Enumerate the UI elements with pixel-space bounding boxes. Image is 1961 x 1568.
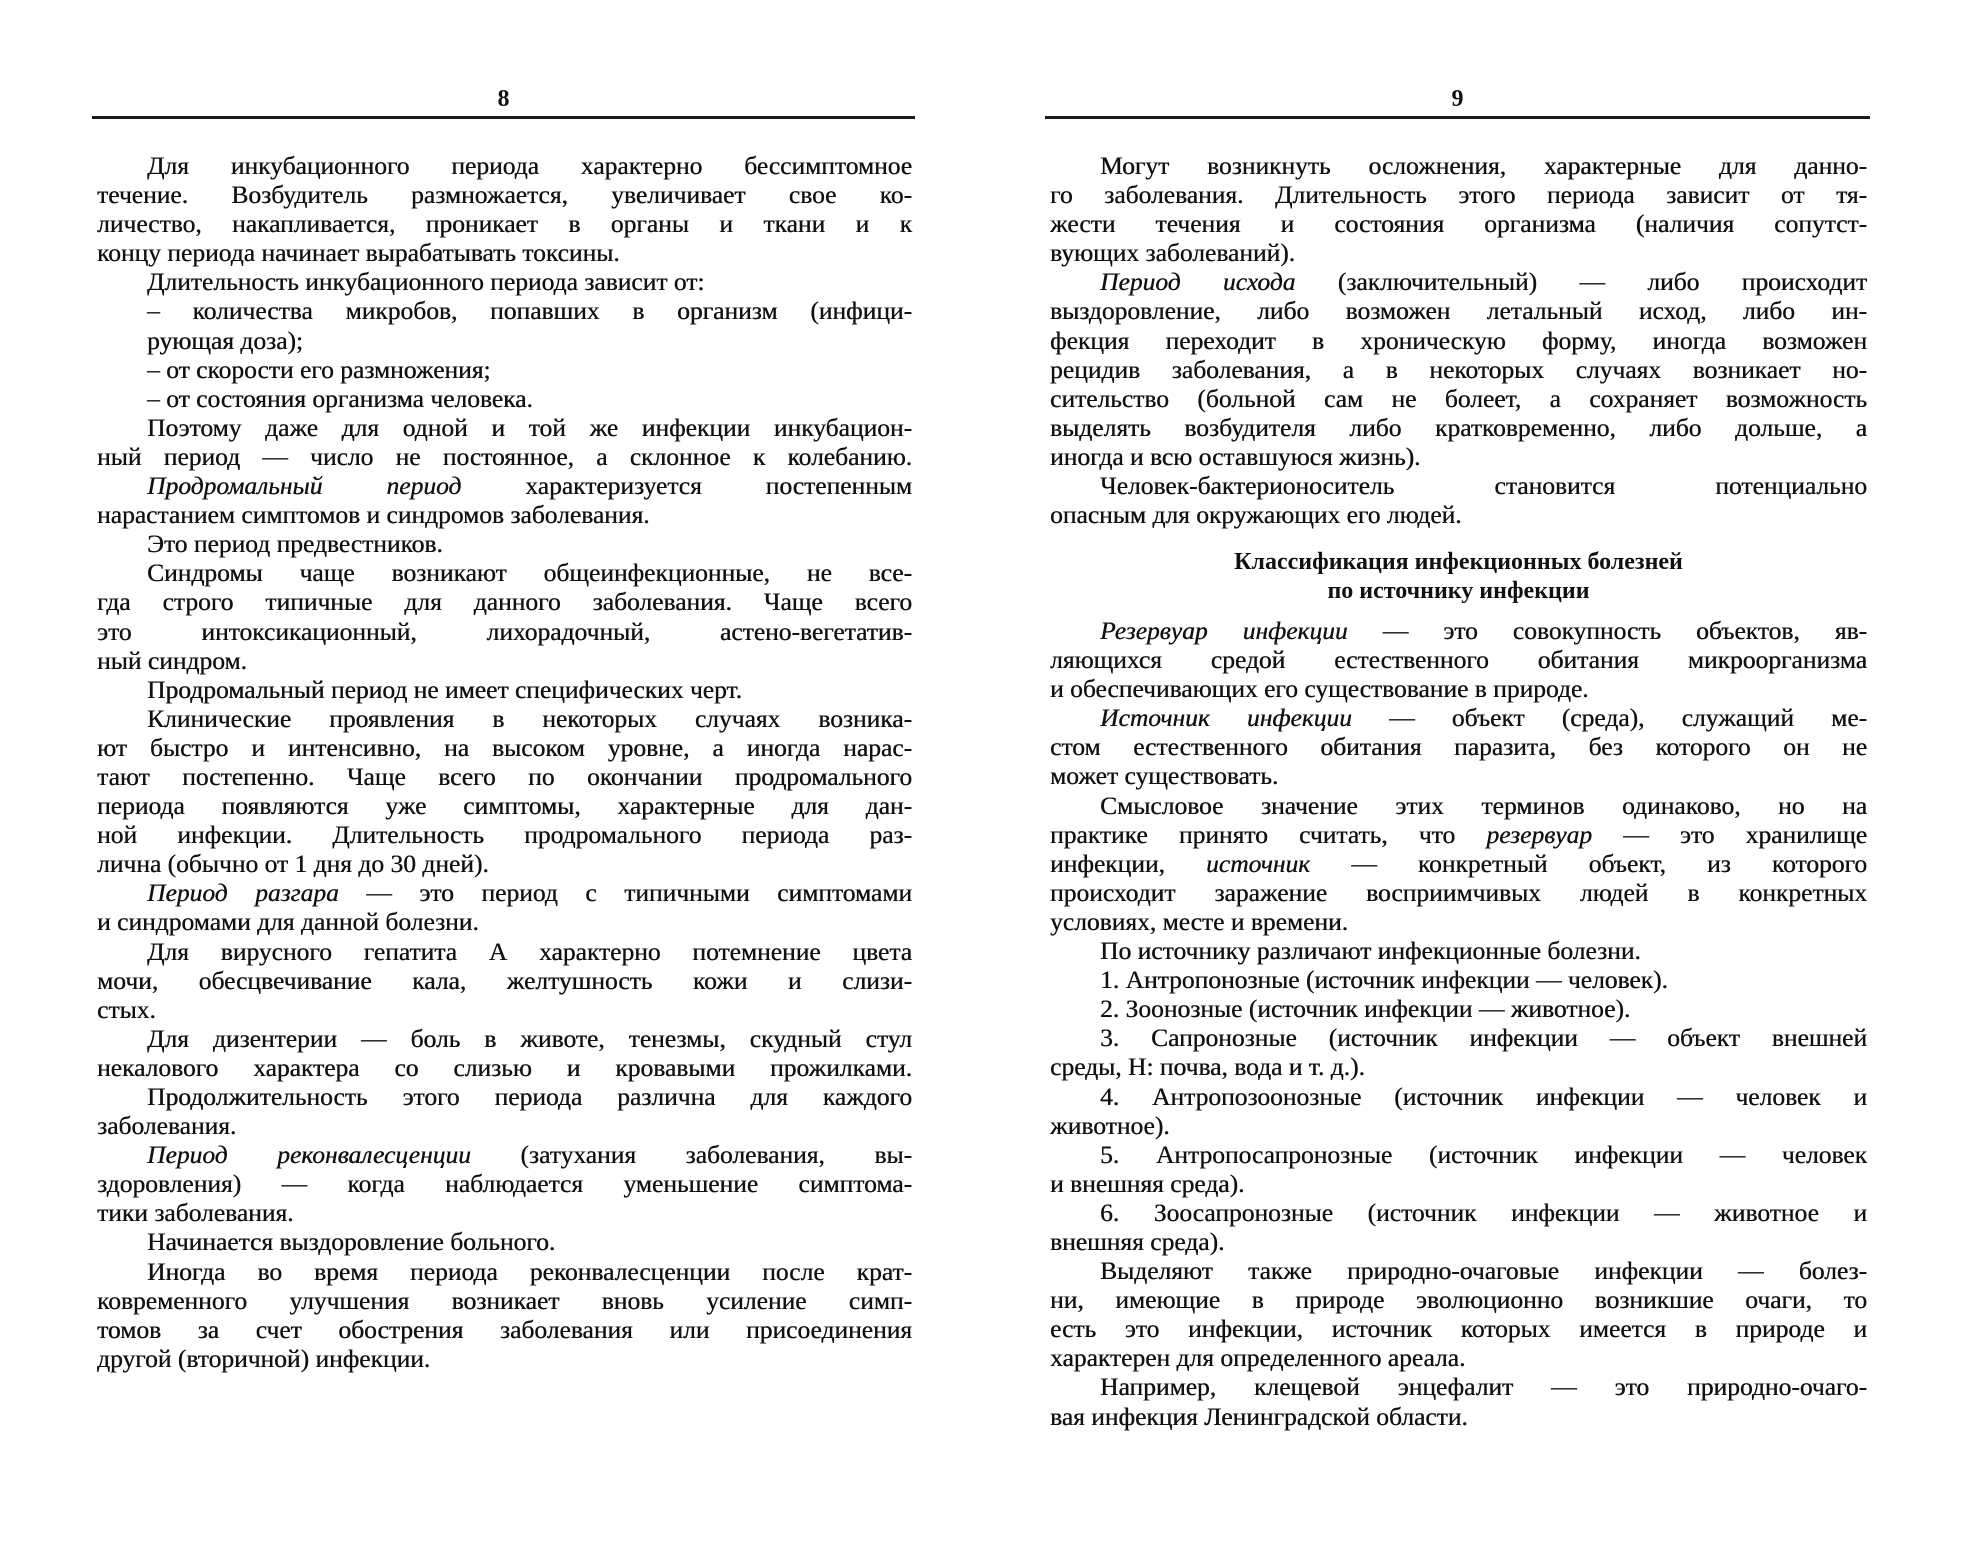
text-line bbox=[97, 1257, 912, 1286]
text-span: практике принято считать, что bbox=[1050, 819, 1487, 849]
text-span: Иногда во время периода реконвалесценции после крат- bbox=[147, 1256, 912, 1286]
header-rule bbox=[1045, 116, 1870, 119]
body-text bbox=[97, 151, 912, 1373]
italic-term: Продромальный период bbox=[147, 471, 462, 501]
text-span: – количества микробов, попавших в организм (инфици- bbox=[147, 296, 912, 326]
text-line bbox=[97, 646, 912, 675]
text-span: есть это инфекции, источник которых имеется в природе и bbox=[1050, 1314, 1867, 1344]
text-span: Смысловое значение этих терминов одинаково, но на bbox=[1100, 790, 1867, 820]
text-line bbox=[1050, 1256, 1867, 1285]
text-line bbox=[97, 1169, 912, 1198]
text-line bbox=[1050, 761, 1867, 790]
text-line bbox=[1050, 471, 1867, 500]
text-line bbox=[97, 849, 912, 878]
text-line bbox=[97, 296, 912, 325]
text-line bbox=[97, 209, 912, 238]
text-line bbox=[97, 267, 912, 296]
text-span: условиях, месте и времени. bbox=[1050, 906, 1348, 936]
text-span: Человек-бактерионоситель становится потенциально bbox=[1100, 471, 1867, 501]
text-line bbox=[1050, 1314, 1867, 1343]
text-span: Для вирусного гепатита А характерно потемнение цвета bbox=[147, 936, 912, 966]
heading-line: Классификация инфекционных болезней bbox=[1234, 549, 1683, 575]
text-line bbox=[97, 1344, 912, 1373]
italic-term: Период разгара bbox=[147, 878, 339, 908]
text-line bbox=[1050, 1052, 1867, 1081]
italic-term: источник bbox=[1206, 848, 1311, 878]
text-line bbox=[97, 238, 912, 267]
text-line bbox=[1050, 384, 1867, 413]
text-span: Синдромы чаще возникают общеинфекционные, не все- bbox=[147, 558, 912, 588]
text-line bbox=[97, 1024, 912, 1053]
text-span: 1. Антропонозные (источник инфекции — человек). bbox=[1100, 965, 1668, 995]
text-line bbox=[97, 704, 912, 733]
text-line bbox=[97, 1315, 912, 1344]
text-span: Для дизентерии — боль в животе, тенезмы, скудный стул bbox=[147, 1023, 912, 1053]
text-span: 5. Антропосапронозные (источник инфекции — человек bbox=[1100, 1139, 1867, 1169]
text-span: (затухания заболевания, вы- bbox=[470, 1140, 912, 1170]
text-span: это интоксикационный, лихорадочный, астено-вегетатив- bbox=[97, 616, 912, 646]
text-line bbox=[1050, 1198, 1867, 1227]
text-line bbox=[97, 762, 912, 791]
text-span: внешняя среда). bbox=[1050, 1226, 1225, 1256]
text-span: стом естественного обитания паразита, без которого он не bbox=[1050, 732, 1867, 762]
text-span: ют быстро и интенсивно, на высоком уровне, а иногда нарас- bbox=[97, 732, 912, 762]
text-span: Клинические проявления в некоторых случаях возника- bbox=[147, 703, 912, 733]
italic-term: Период исхода bbox=[1100, 267, 1296, 297]
text-span: – от состояния организма человека. bbox=[147, 383, 533, 413]
text-line bbox=[97, 907, 912, 936]
text-line bbox=[1050, 151, 1867, 180]
text-span: ни, имеющие в природе эволюционно возникшие очаги, то bbox=[1050, 1285, 1867, 1315]
italic-term: Период реконвалесценции bbox=[147, 1140, 471, 1170]
text-span: характерен для определенного ареала. bbox=[1050, 1343, 1466, 1373]
text-span: Продолжительность этого периода различна для каждого bbox=[147, 1082, 912, 1111]
text-span: Например, клещевой энцефалит — это природно-очаго- bbox=[1100, 1372, 1867, 1402]
body-text bbox=[1050, 151, 1867, 529]
text-span: 4. Антропозоонозные (источник инфекции — человек и bbox=[1100, 1081, 1867, 1111]
text-line bbox=[97, 733, 912, 762]
text-line bbox=[97, 1227, 912, 1256]
text-line bbox=[1050, 791, 1867, 820]
text-span: тают постепенно. Чаще всего по окончании продромального bbox=[97, 761, 912, 791]
text-span: среды, Н: почва, вода и т. д.). bbox=[1050, 1052, 1365, 1082]
body-text bbox=[1050, 616, 1867, 1431]
text-span: ной инфекции. Длительность продромального периода раз- bbox=[97, 820, 912, 850]
text-span: тики заболевания. bbox=[97, 1198, 294, 1228]
text-line bbox=[1050, 1023, 1867, 1052]
text-line bbox=[1050, 180, 1867, 209]
text-line bbox=[97, 1140, 912, 1169]
text-span: гда строго типичные для данного заболевания. Чаще всего bbox=[97, 587, 912, 617]
text-span: выделять возбудителя либо кратковременно, либо дольше, а bbox=[1050, 412, 1867, 442]
italic-term: резервуар bbox=[1486, 819, 1592, 849]
text-line bbox=[97, 442, 912, 471]
text-span: – от скорости его размножения; bbox=[147, 354, 491, 384]
text-span: характеризуется постепенным bbox=[461, 471, 912, 501]
text-span: ковременного улучшения возникает вновь усиление симп- bbox=[97, 1285, 912, 1315]
text-line bbox=[97, 617, 912, 646]
text-line bbox=[1050, 674, 1867, 703]
heading-line: по источнику инфекции bbox=[1327, 578, 1590, 605]
text-line bbox=[1050, 936, 1867, 965]
text-span: иногда и всю оставшуюся жизнь). bbox=[1050, 441, 1421, 471]
text-line bbox=[1050, 849, 1867, 878]
text-span: заболевания. bbox=[97, 1111, 237, 1141]
text-span: ный период — число не постоянное, а склонное к колебанию. bbox=[97, 441, 912, 471]
text-span: периода появляются уже симптомы, характерные для дан- bbox=[97, 791, 912, 821]
text-line bbox=[97, 1198, 912, 1227]
text-span: здоровления) — когда наблюдается уменьшение симптома- bbox=[97, 1169, 912, 1199]
text-span: — это период с типичными симптомами bbox=[338, 878, 912, 908]
text-span: происходит заражение восприимчивых людей в конкретных bbox=[1050, 877, 1867, 907]
text-line bbox=[97, 1053, 912, 1082]
text-span: и синдромами для данной болезни. bbox=[97, 907, 479, 937]
text-line bbox=[1050, 1082, 1867, 1111]
text-span: некалового характера со слизью и кровавыми прожилками. bbox=[97, 1052, 912, 1082]
text-line bbox=[1050, 296, 1867, 325]
text-line bbox=[97, 558, 912, 587]
text-line bbox=[1050, 703, 1867, 732]
text-line bbox=[97, 180, 912, 209]
text-span: стых. bbox=[97, 994, 156, 1024]
text-line bbox=[97, 1111, 912, 1140]
text-span: томов за счет обострения заболевания или присоединения bbox=[97, 1314, 912, 1344]
text-line bbox=[97, 1082, 912, 1111]
text-span: — конкретный объект, из которого bbox=[1310, 848, 1867, 878]
text-span: — это хранилище bbox=[1591, 819, 1867, 849]
text-line bbox=[1050, 209, 1867, 238]
text-line bbox=[1050, 1402, 1867, 1431]
text-line bbox=[97, 326, 912, 355]
text-line bbox=[97, 587, 912, 616]
italic-term: Источник инфекции bbox=[1100, 703, 1352, 733]
text-line bbox=[1050, 355, 1867, 384]
text-line bbox=[1050, 616, 1867, 645]
text-span: жести течения и состояния организма (наличия сопутст- bbox=[1050, 209, 1867, 239]
text-line bbox=[1050, 732, 1867, 761]
text-line bbox=[1050, 820, 1867, 849]
text-span: инфекции, bbox=[1050, 848, 1206, 878]
page-number: 9 bbox=[1451, 86, 1464, 112]
text-span: 6. Зоосапронозные (источник инфекции — животное и bbox=[1100, 1197, 1867, 1227]
text-span: 3. Сапронозные (источник инфекции — объект внешней bbox=[1100, 1023, 1867, 1053]
text-span: лична (обычно от 1 дня до 30 дней). bbox=[97, 849, 489, 879]
text-line bbox=[97, 500, 912, 529]
text-span: ляющихся средой естественного обитания микроорганизма bbox=[1050, 645, 1867, 675]
section-heading bbox=[1050, 548, 1867, 606]
text-span: концу периода начинает вырабатывать токсины. bbox=[97, 238, 620, 268]
text-span: Могут возникнуть осложнения, характерные для данно- bbox=[1100, 151, 1867, 180]
page-number: 8 bbox=[497, 86, 510, 112]
text-span: и обеспечивающих его существование в природе. bbox=[1050, 674, 1589, 704]
text-line bbox=[1050, 994, 1867, 1023]
text-line bbox=[1050, 965, 1867, 994]
text-span: Это период предвестников. bbox=[147, 529, 443, 559]
text-line bbox=[1050, 442, 1867, 471]
text-line bbox=[1050, 1285, 1867, 1314]
text-span: 2. Зоонозные (источник инфекции — животное). bbox=[1100, 994, 1631, 1024]
text-span: По источнику различают инфекционные болезни. bbox=[1100, 936, 1641, 966]
text-span: может существовать. bbox=[1050, 761, 1279, 791]
text-span: Длительность инкубационного периода зависит от: bbox=[147, 267, 705, 297]
header-rule bbox=[92, 116, 915, 119]
text-line bbox=[1050, 907, 1867, 936]
text-line bbox=[97, 413, 912, 442]
text-span: мочи, обесцвечивание кала, желтушность кожи и слизи- bbox=[97, 965, 912, 995]
text-span: другой (вторичной) инфекции. bbox=[97, 1343, 431, 1373]
text-span: Поэтому даже для одной и той же инфекции инкубацион- bbox=[147, 412, 912, 442]
text-line bbox=[97, 151, 912, 180]
text-line bbox=[97, 937, 912, 966]
italic-term: Резервуар инфекции bbox=[1100, 616, 1348, 645]
text-line bbox=[1050, 500, 1867, 529]
text-line bbox=[1050, 267, 1867, 296]
text-line bbox=[97, 1286, 912, 1315]
text-span: Начинается выздоровление больного. bbox=[147, 1227, 556, 1257]
text-line bbox=[1050, 1227, 1867, 1256]
text-span: течение. Возбудитель размножается, увеличивает свое ко- bbox=[97, 180, 912, 210]
text-line bbox=[1050, 1140, 1867, 1169]
text-line bbox=[1050, 326, 1867, 355]
text-span: сительство (больной сам не болеет, а сохраняет возможность bbox=[1050, 383, 1867, 413]
text-line bbox=[1050, 1372, 1867, 1401]
text-line bbox=[1050, 1111, 1867, 1140]
text-span: — это совокупность объектов, яв- bbox=[1347, 616, 1867, 645]
text-span: вая инфекция Ленинградской области. bbox=[1050, 1401, 1468, 1431]
text-line bbox=[97, 384, 912, 413]
text-span: го заболевания. Длительность этого периода зависит от тя- bbox=[1050, 180, 1867, 210]
text-span: вующих заболеваний). bbox=[1050, 238, 1296, 268]
text-line bbox=[97, 675, 912, 704]
text-span: фекция переходит в хроническую форму, иногда возможен bbox=[1050, 325, 1867, 355]
text-line bbox=[1050, 878, 1867, 907]
text-line bbox=[1050, 238, 1867, 267]
text-span: личество, накапливается, проникает в органы и ткани и к bbox=[97, 209, 912, 239]
text-line bbox=[97, 995, 912, 1024]
text-span: и внешняя среда). bbox=[1050, 1168, 1245, 1198]
text-line bbox=[1050, 413, 1867, 442]
text-line bbox=[97, 878, 912, 907]
text-span: Выделяют также природно-очаговые инфекции — болез- bbox=[1100, 1256, 1867, 1286]
text-span: рецидив заболевания, а в некоторых случаях возникает но- bbox=[1050, 354, 1867, 384]
text-line bbox=[1050, 1343, 1867, 1372]
text-span: ный синдром. bbox=[97, 645, 247, 675]
text-span: Продромальный период не имеет специфических черт. bbox=[147, 674, 742, 704]
text-span: нарастанием симптомов и синдромов заболевания. bbox=[97, 500, 650, 530]
text-line bbox=[97, 966, 912, 995]
text-line bbox=[1050, 645, 1867, 674]
text-line bbox=[1050, 1169, 1867, 1198]
text-span: выздоровление, либо возможен летальный исход, либо ин- bbox=[1050, 296, 1867, 326]
text-span: Для инкубационного периода характерно бессимптомное bbox=[147, 151, 912, 180]
text-line bbox=[97, 529, 912, 558]
text-line bbox=[97, 791, 912, 820]
text-line bbox=[97, 471, 912, 500]
text-span: рующая доза); bbox=[147, 325, 303, 355]
text-line bbox=[97, 820, 912, 849]
text-span: опасным для окружающих его людей. bbox=[1050, 500, 1462, 530]
text-line bbox=[97, 355, 912, 384]
text-span: (заключительный) — либо происходит bbox=[1295, 267, 1867, 297]
text-span: животное). bbox=[1050, 1110, 1170, 1140]
text-span: — объект (среда), служащий ме- bbox=[1351, 703, 1867, 733]
